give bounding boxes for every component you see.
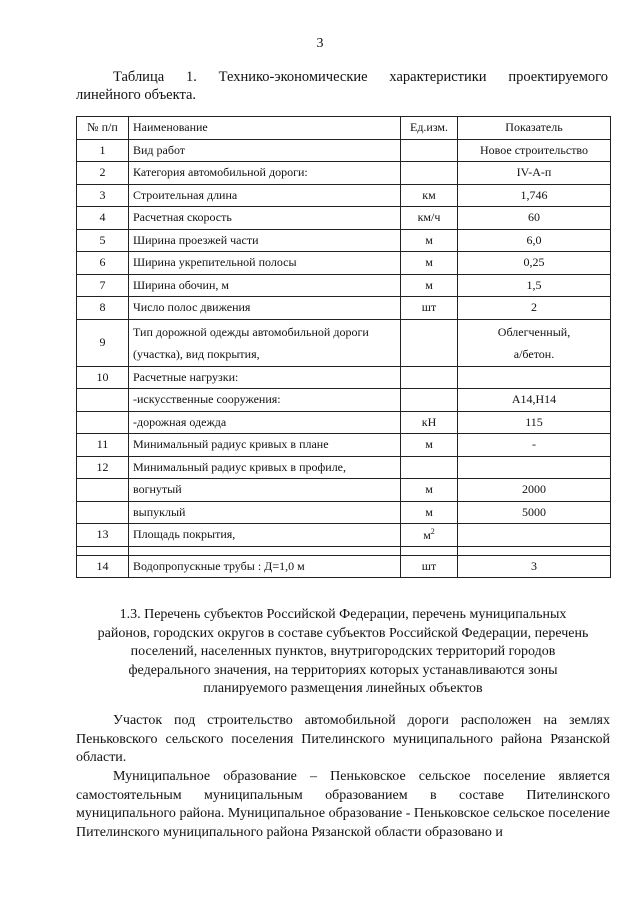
cell-value: 1,746 [458, 184, 611, 207]
cell-unit: м [401, 479, 458, 502]
header-name: Наименование [129, 117, 401, 140]
table-spacer-row [77, 546, 611, 555]
cell-value [458, 366, 611, 389]
cell-num: 14 [77, 555, 129, 578]
cell-unit [401, 366, 458, 389]
cell-unit: кН [401, 411, 458, 434]
cell-unit [401, 162, 458, 185]
caption-word: 1. [185, 69, 197, 85]
cell-num: 2 [77, 162, 129, 185]
cell-num: 4 [77, 207, 129, 230]
body-paragraph: Участок под строительство автомобильной дороги расположен на землях Пеньковского сельского поселения Пителинского муниципального района Рязанской области. [76, 713, 610, 765]
spacer-cell [129, 546, 401, 555]
heading-line: федерального значения, на территориях которых устанавливаются зоны [128, 662, 558, 678]
cell-num: 12 [77, 456, 129, 479]
cell-name: Расчетная скорость [129, 207, 401, 230]
cell-name: Вид работ [129, 139, 401, 162]
cell-unit [401, 319, 458, 366]
table-row [77, 501, 611, 524]
cell-value: 2 [458, 297, 611, 320]
cell-unit: м [401, 434, 458, 457]
table-row [77, 366, 611, 389]
cell-value: Новое строительство [458, 139, 611, 162]
specs-table [76, 116, 611, 578]
heading-line: районов, городских округов в составе субъектов Российской Федерации, перечень [97, 625, 589, 641]
heading-line: планируемого размещения линейных объектов [203, 681, 483, 696]
table-row [77, 555, 611, 578]
cell-name-line: (участка), вид покрытия, [133, 346, 260, 361]
section-heading [76, 606, 610, 699]
cell-name: Ширина обочин, м [129, 274, 401, 297]
cell-unit [401, 456, 458, 479]
caption-word: Технико-экономические [218, 69, 368, 85]
table-row [77, 184, 611, 207]
cell-value-line: Облегченный, [497, 324, 571, 339]
cell-num: 5 [77, 229, 129, 252]
caption-line-2: линейного объекта. [76, 87, 197, 103]
cell-unit: шт [401, 297, 458, 320]
cell-value: 2000 [458, 479, 611, 502]
cell-value: IV-А-п [458, 162, 611, 185]
table-row [77, 162, 611, 185]
cell-name: Число полос движения [129, 297, 401, 320]
cell-name [129, 319, 401, 366]
cell-value-line: а/бетон. [513, 346, 555, 361]
cell-value: 0,25 [458, 252, 611, 275]
caption-word: Таблица [113, 69, 165, 85]
cell-num [77, 479, 129, 502]
table-row [77, 524, 611, 547]
cell-name: Водопропускные трубы : Д=1,0 м [129, 555, 401, 578]
heading-line: поселений, населенных пунктов, внутригородских территорий городов [130, 644, 556, 659]
header-num: № п/п [77, 117, 129, 140]
cell-name: выпуклый [129, 501, 401, 524]
table-row [77, 411, 611, 434]
cell-value: А14,Н14 [458, 389, 611, 412]
table-row [77, 207, 611, 230]
table-row [77, 252, 611, 275]
cell-num [77, 501, 129, 524]
cell-name-line: Тип дорожной одежды автомобильной дороги [133, 324, 369, 339]
cell-unit: м [401, 229, 458, 252]
heading-line: 1.3. Перечень субъектов Российской Федерации, перечень муниципальных [119, 607, 567, 622]
body-paragraph: Муниципальное образование – Пеньковское сельское поселение является самостоятельным муниципальным образованием в составе Пителинского муниципального района. Муниципальное образование - Пеньковское сельское поселение Пителинского муниципального района Рязанской области образовано и [76, 769, 610, 840]
cell-unit: км/ч [401, 207, 458, 230]
cell-unit: м [401, 274, 458, 297]
table-row [77, 139, 611, 162]
table-row [77, 274, 611, 297]
cell-num: 1 [77, 139, 129, 162]
table-row [77, 297, 611, 320]
spacer-cell [77, 546, 129, 555]
cell-name: вогнутый [129, 479, 401, 502]
cell-name: -искусственные сооружения: [129, 389, 401, 412]
cell-name: Ширина проезжей части [129, 229, 401, 252]
cell-unit [401, 139, 458, 162]
cell-value: 3 [458, 555, 611, 578]
cell-value [458, 456, 611, 479]
cell-value: 6,0 [458, 229, 611, 252]
header-value: Показатель [458, 117, 611, 140]
table-row [77, 389, 611, 412]
cell-name: Категория автомобильной дороги: [129, 162, 401, 185]
table-row [77, 456, 611, 479]
cell-name: Площадь покрытия, [129, 524, 401, 547]
cell-unit: км [401, 184, 458, 207]
cell-unit: м [401, 501, 458, 524]
cell-name: Минимальный радиус кривых в профиле, [129, 456, 401, 479]
cell-num: 11 [77, 434, 129, 457]
cell-num [77, 411, 129, 434]
cell-name: Расчетные нагрузки: [129, 366, 401, 389]
cell-num: 7 [77, 274, 129, 297]
cell-value [458, 524, 611, 547]
cell-unit: шт [401, 555, 458, 578]
cell-name: Строительная длина [129, 184, 401, 207]
cell-value: 115 [458, 411, 611, 434]
cell-value: - [458, 434, 611, 457]
cell-num: 10 [77, 366, 129, 389]
cell-num [77, 389, 129, 412]
table-header-row [77, 117, 611, 140]
cell-num: 6 [77, 252, 129, 275]
cell-value: 5000 [458, 501, 611, 524]
unit-base: м [423, 527, 431, 542]
cell-unit: м [401, 252, 458, 275]
cell-name: -дорожная одежда [129, 411, 401, 434]
spacer-cell [401, 546, 458, 555]
cell-value: 1,5 [458, 274, 611, 297]
cell-num: 8 [77, 297, 129, 320]
header-unit: Ед.изм. [401, 117, 458, 140]
cell-num: 9 [77, 319, 129, 366]
table-row [77, 229, 611, 252]
unit-superscript: 2 [430, 526, 435, 536]
cell-num: 3 [77, 184, 129, 207]
table-row [77, 319, 611, 366]
caption-word: проектируемого [508, 69, 608, 85]
cell-value: 60 [458, 207, 611, 230]
table-row [77, 434, 611, 457]
cell-unit [401, 389, 458, 412]
cell-name: Ширина укрепительной полосы [129, 252, 401, 275]
cell-value [458, 319, 611, 366]
cell-num: 13 [77, 524, 129, 547]
cell-name: Минимальный радиус кривых в плане [129, 434, 401, 457]
table-caption [76, 68, 608, 104]
cell-unit [401, 524, 458, 547]
spacer-cell [458, 546, 611, 555]
page-number: 3 [316, 36, 324, 51]
caption-word: характеристики [389, 69, 487, 85]
table-row [77, 479, 611, 502]
